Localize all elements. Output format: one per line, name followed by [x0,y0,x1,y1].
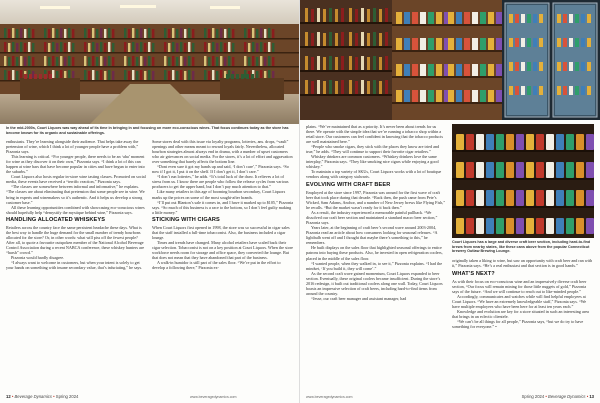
craft-beer-cooler-photo [300,0,600,120]
paragraph: Some stores deal with this issue via loyalty programs, lotteries, ans. drops, “vault” openings and other means meant to reward loyals fairly. Nevertheless, allocated bourbon strategies almost always end in drama, with a number of upset customers who air grievances on social media. For the stores, it’s a lot of effort and aggravation over something that barely affects the bottom line. [152,139,293,165]
right-column-1 [306,124,446,391]
paragraph: Accordingly, communicates and watches while will find helpful employees at Court Liquors. “We have an extremely knowledgeable staff,” Pizzonia says. “We have multiple employees who have been here for at least ten years each.” [452,293,587,309]
page-number: 13 [589,394,594,399]
magazine-name: Beverage Dynamics [548,394,586,399]
footer-separator: • [586,394,589,399]
right-photo-caption: Court Liquors has a large and diverse craft beer section, including hard-to-find brews from nearby states, like these cans above from the popular Connecticut brewery Outlaw Brewing Lounge. [452,240,591,254]
magazine-name: Beverage Dynamics [14,394,52,399]
paragraph: This learning is critical. “For younger people, there needs to be an ‘aha’ moment for wine as they discover it on their own,” Pizzonia says. “I think a lot of this can happen at wine bars that have become popular in cities and have begun to enter into the suburbs.” [6,154,145,175]
paragraph: As with their focus on eco-conscious wine and an impressively diverse craft beer section, “Our focus will remain mining for those little nuggets of gold,” Pizzonia says of the future. “And we will continue to reach out to like-minded people.” [452,278,587,294]
footer-separator: • [545,394,547,399]
paragraph: All these learning opportunities combined with showcasing eco-conscious wines should hopefully help “demystify the mystique behind wine,” Pizzonia says. [6,204,145,215]
footer-separator: • [11,394,14,399]
paragraph: Employed at the store since 1997, Pizzonia was around for the first wave of craft beer that took place during that decade. “Back then, the push came from Pete’s Wicked, Sam Adams, Anchor, and a number of New Jersey brews like Flying Fish,” he recalls. “But the market wasn’t ready for it back then.” [306,189,446,211]
paragraph: To maintain a top variety of SKUs, Court Liquors works with a lot of boutique vendors along with category stalwarts. [306,169,442,180]
section-heading: EVOLVING WITH CRAFT BEER [306,182,391,189]
paragraph: Like many retailers in this age of booming bourbon secondary, Court Liquors marks up the prices on some of the most sought-after brands. [152,189,286,200]
craft-beer-cooler-illustration [300,0,600,120]
paragraph: enthusiasts. They’re learning alongside their audience. That helps take away the pretension of wine, which I think a lot of younger people have a problem with,” Pizzonia says. [6,139,139,155]
paragraph: Retailers across the country face the same persistent headache these days. What is the best way to handle the huge demand for the small number of trendy bourbons allocated for the store? Or, in other words: what will piss off the fewest people? After all, to quote a favourite outspoken member of the National Alcohol Beverage Control Association during a recent NABCA conference, these whiskey hunters are “harsh” crowd.” [6,225,145,256]
paragraph: As the second craft wave gained momentum, Court Liquors expanded to beer section. Eventually, these original coolers became insufficient. During the store’s 2016 redesign, it built out traditional coolers along one wall. Today, Court Liquors boasts an impressive selection of craft beers, including hard-to-find items from around the country. [306,270,443,296]
paragraph: plains. “We’ve maintained that as a priority. It’s never been about trends for us there. We operate with the simple idea that we’re running a tobacco shop within a retail store. Our customers can feel confident in knowing that the tobacco products are well maintained here.” [306,124,443,145]
paragraph: He built displays on the sales floor that highlighted seasonal offerings to entice patrons into buying these products. Also, he invested in open refrigeration coolers, placed in the middle of the sales floor. [306,245,443,261]
left-column-2 [152,139,294,391]
paragraph: “We can’t be all things for all people,” Pizzonia says, “but we do try to have something for everyone.” • [452,318,584,329]
paragraph: “Jesse, our craft beer manager and assistant manager, had [311,295,407,301]
section-heading: WHAT’S NEXT? [452,270,495,277]
website-url-left: www.beveragedynamics.com [306,395,353,399]
paragraph: Court Liquors also hosts regular in-store wine tasting classes. Promoted on social media, these events have received a “terrific reaction,” Pizzonia says. [6,174,146,185]
store-interior-photo [0,0,300,124]
left-footer [6,394,78,399]
left-column-1 [6,139,146,391]
paragraph: “The classes are somewhere between informal and informative,” he explains. “The classes are about eliminating that pretension that some people see in wine. We bring in experts and winemakers so it’s authentic. And it helps us develop a strong customer base.” [6,184,145,205]
issue-date: Spring 2024 [55,394,79,399]
right-column-2 [452,258,594,391]
right-footer [522,394,594,399]
beer-cans-photo [452,124,594,238]
right-page [300,0,600,403]
website-url: www.beveragedynamics.com [190,395,237,399]
beer-cans-illustration [452,124,594,238]
footer-separator: • [53,394,55,399]
store-interior-illustration [0,0,300,124]
paragraph: Knowledge and evolution are key for a store situated in such an interesting area that brings in an eclectic clientele. [452,308,589,319]
section-heading: STICKING WITH CIGARS [152,217,220,224]
left-photo-caption: In the mid-2000s, Court Liquors was way ahead of its time in bringing in and focusing on more eco-conscious wines. That focus continues today as the store has become known for its organic and sustainable offerings. [6,126,289,135]
paragraph: “Dont even sure it got my hands up and said, ‘I don’t care’,” Pizzonia says. “So now if I got it, I put it on the shelf. If I don’t get it, I don’t care.” [152,164,289,175]
paragraph: When Court Liquors first opened in 1998, the store was so successful in cigar sales that the staff installed a full-time tobacconist. Also, the business included a cigar lounge. [152,225,290,241]
paragraph: “I always want to welcome in customers, but when your intent is solely to get your hands on something with insane secondary value, that’s infuriating,” he says. [6,260,143,271]
paragraph: As a result, the industry experienced a memorable painful pullback. “We dissolved our craft beer section and maintained a standard macro beer section,” Pizzonia says. [306,210,438,226]
paragraph: “I don’t run lotteries,” he adds. “It’s total luck of the draw. It relieves a lot of stress from us. I know there are people who follow the release cycles from various producers to get the upper hand, but I don’t pay much attention to that.” [152,174,289,190]
section-heading: HANDLING ALLOCATED WHISKEYS [6,217,106,224]
paragraph: Pizzonia would hardly disagree. [11,255,65,261]
paragraph: “People who smoke cigars, they stick with the places they know are tried and true,” he adds. “They will continue to support their favorite cigar retailers.” [306,144,440,155]
paragraph: “I wanted people, when they walked in, to see it,” Pizzonia explains. “I had the mindset, ‘If you build it, they will come’.” [306,260,443,271]
paragraph: A walk-in humidor is still part of the sales floor. “We’re put in the effort to develop a following there,” Pizzonia ex- [152,260,281,271]
paragraph: “I’ll put out Blanton’s sale it comes in, and I have it marked up to $105,” Pizzonia says. “So much of this business is a race to the bottom, so I don’t feel guilty making a little money.” [152,199,294,215]
paragraph: Times and trends have changed. Many alcohol retailers have scaled back their cigar selection. Tobacconist is not on a key position at Court Liquors. When the store workforce needs room for storage and office space, they converted the lounge. But that does not mean that they have abandoned that part of the business. [152,240,293,261]
page-number: 12 [6,394,11,399]
paragraph: originally taken a liking to wine, but saw an opportunity with craft beer and ran with it,” Pizzonia says. “He’s a real enthusiast and that section is in good hands.” [452,258,593,269]
paragraph: Years later, at the beginning of craft beer’s second wave around 2003-2004, Pizzonia read an article about how consumers looking for seasonal releases. “A lightbulb went off and I thought that maybe there’s something to this,” he remembers. [306,225,438,246]
paragraph: Whiskey drinkers are common customers. “Whiskey drinkers love the same interplay,” Pizzonia says. “They like smoking nice cigars while enjoying a good whiskey.” [306,154,439,170]
issue-date: Spring 2024 [521,394,545,399]
